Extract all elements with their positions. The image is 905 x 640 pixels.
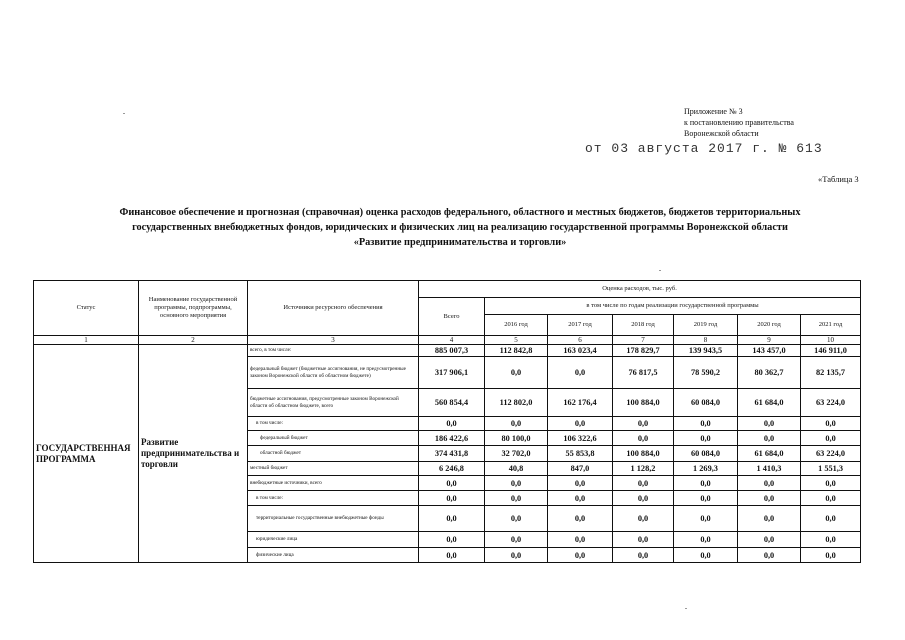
value-cell: 560 854,4 [419,389,485,417]
table-number: «Таблица 3 [818,174,859,184]
column-numbers-row [34,336,861,345]
header-year: 2016 год [485,315,548,336]
column-number: 10 [801,336,861,345]
value-cell: 0,0 [485,491,548,506]
value-cell: 0,0 [674,476,738,491]
value-cell: 61 684,0 [738,389,801,417]
value-cell: 80 100,0 [485,431,548,446]
header-year: 2021 год [801,315,861,336]
value-cell: 0,0 [738,548,801,563]
value-cell: 60 084,0 [674,446,738,462]
value-cell: 0,0 [485,532,548,548]
status-cell: ГОСУДАРСТВЕННАЯ ПРОГРАММА [34,345,139,563]
value-cell: 0,0 [485,357,548,389]
source-cell: физические лица [248,548,419,563]
value-cell: 0,0 [548,491,613,506]
value-cell: 0,0 [801,417,861,431]
value-cell: 0,0 [738,532,801,548]
value-cell: 112 802,0 [485,389,548,417]
value-cell: 0,0 [674,417,738,431]
value-cell: 0,0 [613,431,674,446]
value-cell: 0,0 [738,476,801,491]
header-program-name: Наименование государственной программы, подпрограммы, основного мероприятия [139,281,248,336]
title-line-3: «Развитие предпринимательства и торговли» [353,237,567,248]
source-cell: всего, в том числе: [248,345,419,357]
value-cell: 1 410,3 [738,462,801,476]
value-cell: 0,0 [548,417,613,431]
value-cell: 0,0 [738,431,801,446]
value-cell: 0,0 [801,476,861,491]
value-cell: 106 322,6 [548,431,613,446]
value-cell: 162 176,4 [548,389,613,417]
value-cell: 1 269,3 [674,462,738,476]
scan-speck [659,270,661,271]
value-cell: 0,0 [613,491,674,506]
source-cell: внебюджетные источники, всего [248,476,419,491]
source-cell: местный бюджет [248,462,419,476]
value-cell: 0,0 [485,417,548,431]
column-number: 2 [139,336,248,345]
value-cell: 0,0 [419,532,485,548]
column-number: 3 [248,336,419,345]
value-cell: 0,0 [548,476,613,491]
value-cell: 112 842,8 [485,345,548,357]
value-cell: 186 422,6 [419,431,485,446]
value-cell: 374 431,8 [419,446,485,462]
value-cell: 163 023,4 [548,345,613,357]
value-cell: 0,0 [613,417,674,431]
value-cell: 0,0 [738,417,801,431]
source-cell: в том числе: [248,491,419,506]
value-cell: 78 590,2 [674,357,738,389]
value-cell: 0,0 [801,532,861,548]
value-cell: 0,0 [738,491,801,506]
column-number: 4 [419,336,485,345]
title-line-1: Финансовое обеспечение и прогнозная (справочная) оценка расходов федерального, областного и местных бюджетов, бюджетов территориальных [119,207,801,218]
value-cell: 1 551,3 [801,462,861,476]
scan-speck [685,608,687,609]
value-cell: 885 007,3 [419,345,485,357]
value-cell: 0,0 [613,532,674,548]
value-cell: 63 224,0 [801,446,861,462]
value-cell: 82 135,7 [801,357,861,389]
appendix-line-1: Приложение № 3 [684,107,743,116]
value-cell: 0,0 [419,417,485,431]
value-cell: 0,0 [548,357,613,389]
value-cell: 0,0 [548,506,613,532]
value-cell: 0,0 [674,548,738,563]
value-cell: 0,0 [419,491,485,506]
value-cell: 63 224,0 [801,389,861,417]
value-cell: 0,0 [613,506,674,532]
header-sources: Источники ресурсного обеспечения [248,281,419,336]
appendix-block [684,106,794,139]
scan-speck [123,113,125,114]
column-number: 6 [548,336,613,345]
value-cell: 76 817,5 [613,357,674,389]
source-cell: юридические лица [248,532,419,548]
header-year: 2017 год [548,315,613,336]
decree-stamp: от 03 августа 2017 г. № 613 [585,141,823,156]
source-cell: федеральный бюджет (бюджетные ассигнования, не предусмотренные законом Воронежской области об областном бюджете) [248,357,419,389]
value-cell: 55 853,8 [548,446,613,462]
value-cell: 61 684,0 [738,446,801,462]
value-cell: 1 128,2 [613,462,674,476]
header-total: Всего [419,298,485,336]
column-number: 5 [485,336,548,345]
value-cell: 143 457,0 [738,345,801,357]
value-cell: 0,0 [419,506,485,532]
value-cell: 847,0 [548,462,613,476]
value-cell: 0,0 [801,548,861,563]
source-cell: территориальные государственные внебюджетные фонды [248,506,419,532]
value-cell: 0,0 [801,431,861,446]
source-cell: федеральный бюджет [248,431,419,446]
value-cell: 32 702,0 [485,446,548,462]
value-cell: 0,0 [548,548,613,563]
appendix-line-2: к постановлению правительства [684,118,794,127]
value-cell: 0,0 [674,431,738,446]
source-cell: бюджетные ассигнования, предусмотренные законом Воронежской области об областном бюджете, всего [248,389,419,417]
value-cell: 0,0 [674,506,738,532]
source-cell: в том числе: [248,417,419,431]
document-title [60,205,860,250]
value-cell: 6 246,8 [419,462,485,476]
value-cell: 0,0 [419,548,485,563]
header-status: Статус [34,281,139,336]
value-cell: 60 084,0 [674,389,738,417]
value-cell: 0,0 [674,532,738,548]
value-cell: 0,0 [801,506,861,532]
program-name-cell: Развитие предпринимательства и торговли [139,345,248,563]
column-number: 1 [34,336,139,345]
table-row [34,345,861,357]
title-line-2: государственных внебюджетных фондов, юридических и физических лиц на реализацию государственной программы Воронежской области [132,222,788,233]
value-cell: 0,0 [485,548,548,563]
value-cell: 317 906,1 [419,357,485,389]
value-cell: 178 829,7 [613,345,674,357]
value-cell: 146 911,0 [801,345,861,357]
value-cell: 139 943,5 [674,345,738,357]
value-cell: 0,0 [419,476,485,491]
value-cell: 100 884,0 [613,389,674,417]
value-cell: 0,0 [738,506,801,532]
header-year: 2019 год [674,315,738,336]
source-cell: областной бюджет [248,446,419,462]
value-cell: 0,0 [613,476,674,491]
column-number: 7 [613,336,674,345]
value-cell: 100 884,0 [613,446,674,462]
value-cell: 40,8 [485,462,548,476]
value-cell: 0,0 [613,548,674,563]
column-number: 9 [738,336,801,345]
value-cell: 0,0 [548,532,613,548]
value-cell: 0,0 [674,491,738,506]
header-year: 2020 год [738,315,801,336]
appendix-line-3: Воронежской области [684,129,759,138]
header-year: 2018 год [613,315,674,336]
value-cell: 80 362,7 [738,357,801,389]
header-by-years: в том числе по годам реализации государственной программы [485,298,861,315]
header-estimate: Оценка расходов, тыс. руб. [419,281,861,298]
value-cell: 0,0 [485,476,548,491]
column-number: 8 [674,336,738,345]
financing-table [33,280,861,563]
value-cell: 0,0 [485,506,548,532]
value-cell: 0,0 [801,491,861,506]
